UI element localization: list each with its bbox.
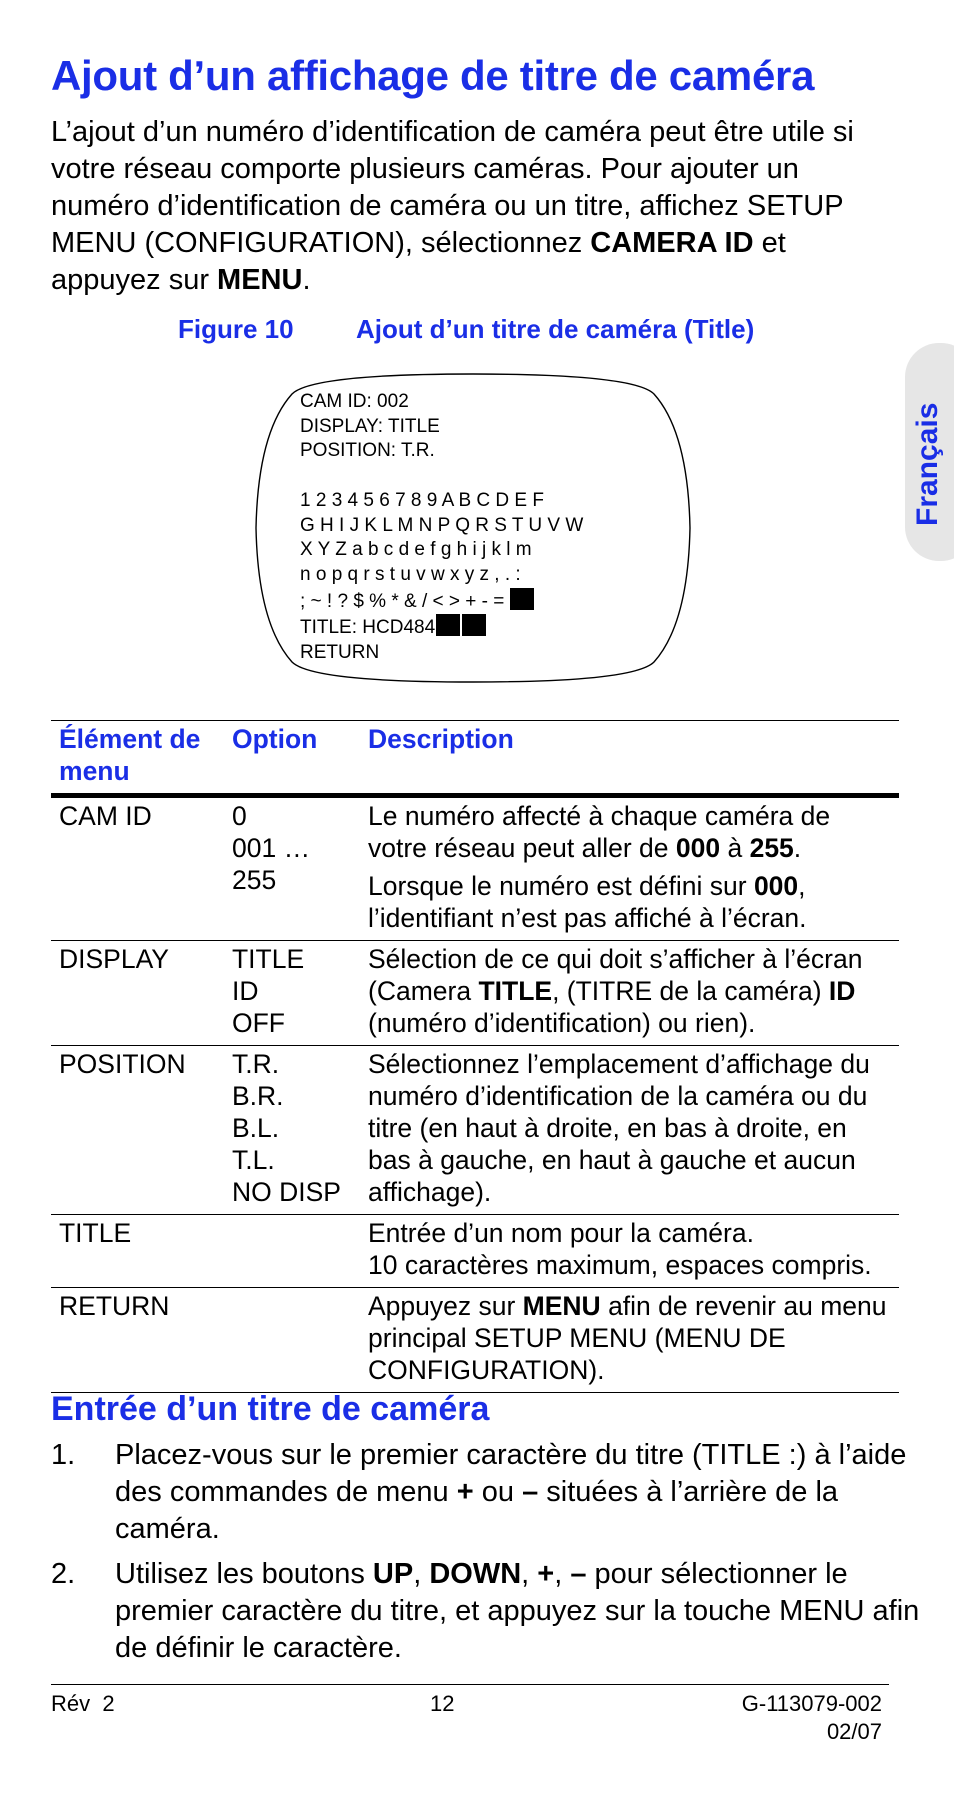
cell-description (360, 796, 899, 941)
intro-paragraph (51, 114, 881, 299)
osd-line: G H I J K L M N P Q R S T U V W (300, 514, 584, 536)
option-value: T.L. (232, 1145, 275, 1175)
menu-options-table (51, 720, 899, 1393)
step-text-part: , (521, 1558, 538, 1590)
table-header-row (51, 721, 899, 796)
footer-date: 02/07 (826, 1719, 882, 1744)
table-row (51, 941, 899, 1046)
table-row (51, 1215, 899, 1288)
osd-symbols-text: ; ~ ! ? $ % * & / < > + - = (300, 590, 505, 612)
footer-page-number: 12 (430, 1691, 455, 1716)
osd-line: n o p q r s t u v w x y z , . : (300, 563, 521, 585)
osd-line: X Y Z a b c d e f g h i j k l m (300, 539, 532, 561)
page-title: Ajout d’un affichage de titre de caméra (51, 52, 815, 99)
description-paragraph (368, 870, 891, 934)
step-text-part: , (413, 1558, 430, 1590)
osd-title-text: TITLE: HCD484 (300, 617, 436, 639)
cell-options (224, 1046, 360, 1215)
cell-item: POSITION (51, 1046, 224, 1215)
desc-text: Lorsque le numéro est défini sur (368, 871, 754, 901)
cell-options (224, 796, 360, 941)
table-row (51, 796, 899, 941)
desc-text: afin de revenir au menu principal SETUP MENU (MENU DE CONFIGURATION). (368, 1291, 887, 1385)
col-header-description: Description (360, 721, 899, 796)
option-value: OFF (232, 1008, 285, 1038)
desc-bold: 255 (749, 833, 794, 863)
osd-line-title (300, 614, 583, 641)
cell-item: RETURN (51, 1288, 224, 1393)
step-bold: DOWN (429, 1558, 522, 1590)
desc-bold: 000 (753, 871, 799, 901)
cursor-block (510, 588, 534, 610)
desc-bold: ID (828, 976, 856, 1006)
step-bold: – (570, 1558, 587, 1590)
step-minus-symbol: – (522, 1476, 539, 1508)
option-value: T.R. (232, 1049, 280, 1079)
step-text-part: ou (473, 1476, 523, 1508)
cell-options (224, 941, 360, 1046)
step-text-part: situées à l’arrière de la caméra. (115, 1476, 839, 1545)
desc-text: . (793, 833, 802, 863)
intro-bold-menu: MENU (217, 264, 303, 296)
language-tab-label: Français (911, 402, 944, 526)
option-value: NO DISP (232, 1177, 341, 1207)
intro-bold-camera-id: CAMERA ID (590, 227, 754, 259)
step-number: 2. (51, 1558, 76, 1590)
table-row (51, 1046, 899, 1215)
step-text (115, 1556, 935, 1667)
section-title: Entrée d’un titre de caméra (51, 1390, 490, 1428)
osd-line: CAM ID: 002 (300, 391, 409, 412)
option-value: 0 (232, 801, 247, 831)
desc-text: , l’identifiant n’est pas affiché à l’écran. (368, 871, 807, 933)
step-text-part: Utilisez les boutons (115, 1558, 373, 1590)
osd-line: DISPLAY: TITLE (300, 415, 440, 437)
desc-text: à (720, 833, 750, 863)
footer-divider (51, 1684, 889, 1685)
osd-line-symbols (300, 588, 583, 615)
option-value: 001 … (232, 833, 311, 863)
option-value: TITLE (232, 944, 305, 974)
step-text-part: Placez-vous sur le premier caractère du titre (TITLE :) à l’aide des commandes de menu (115, 1439, 907, 1508)
step-plus-symbol: + (456, 1476, 474, 1508)
step-text-part: , (554, 1558, 571, 1590)
table-row (51, 1288, 899, 1393)
option-value: B.L. (232, 1113, 280, 1143)
description-paragraph (368, 800, 891, 864)
step-bold: + (537, 1558, 555, 1590)
footer-revision: Rév 2 (51, 1691, 115, 1716)
step-text (115, 1437, 935, 1548)
desc-text: , (TITRE de la caméra) (552, 976, 829, 1006)
option-value: B.R. (232, 1081, 284, 1111)
figure-title: Ajout d’un titre de caméra (Title) (356, 314, 755, 344)
figure-number: Figure 10 (178, 314, 294, 344)
intro-text: L’ajout d’un numéro d’identification de caméra peut être utile si votre réseau comporte plusieurs caméras. Pour ajouter un numéro d’identification de caméra ou un titre, affichez SETUP MENU (CONFIGURATION), sélectionnez (51, 116, 854, 259)
step-number: 1. (51, 1439, 76, 1471)
cell-options (224, 1215, 360, 1288)
desc-text: (numéro d’identification) ou rien). (368, 1008, 756, 1038)
monitor-screen-illustration (252, 372, 694, 684)
cell-options (224, 1288, 360, 1393)
step-bold: UP (372, 1558, 414, 1590)
cell-item: TITLE (51, 1215, 224, 1288)
desc-line: 10 caractères maximum, espaces compris. (368, 1250, 872, 1280)
cell-item: DISPLAY (51, 941, 224, 1046)
col-header-item: Élément de menu (51, 721, 224, 796)
intro-mid: et appuyez sur (51, 227, 786, 296)
desc-text: Sélection de ce qui doit s’afficher à l’écran (Camera (368, 944, 863, 1006)
language-tab (905, 343, 954, 561)
desc-bold: TITLE (478, 976, 553, 1006)
col-header-option: Option (224, 721, 360, 796)
osd-menu (300, 390, 583, 666)
osd-line (300, 464, 583, 489)
cursor-block (436, 614, 460, 636)
osd-line: RETURN (300, 642, 380, 664)
desc-line: Entrée d’un nom pour la caméra. (368, 1218, 754, 1248)
desc-text: Appuyez sur (368, 1291, 523, 1321)
step-text-part: pour sélectionner le premier caractère du titre, et appuyez sur la touche MENU afin de définir le caractère. (115, 1558, 920, 1664)
footer-doc-id (742, 1690, 882, 1746)
cell-item: CAM ID (51, 796, 224, 941)
desc-text: Le numéro affecté à chaque caméra de votre réseau peut aller de (368, 801, 831, 863)
osd-line: POSITION: T.R. (300, 440, 435, 462)
cursor-block (462, 614, 486, 636)
desc-bold: MENU (522, 1291, 601, 1321)
cell-description (360, 941, 899, 1046)
desc-bold: 000 (675, 833, 721, 863)
intro-end: . (302, 264, 311, 296)
footer-doc-number: G-113079-002 (741, 1691, 882, 1716)
cell-description (360, 1215, 899, 1288)
osd-line: 1 2 3 4 5 6 7 8 9 A B C D E F (300, 489, 544, 511)
option-value: 255 (232, 865, 277, 895)
figure-caption (178, 314, 878, 345)
cell-description (360, 1288, 899, 1393)
option-value: ID (232, 976, 259, 1006)
cell-description: Sélectionnez l’emplacement d’affichage du numéro d’identification de la caméra ou du titre (en haut à droite, en bas à droite, en bas à gauche, en haut à gauche et aucun affichage). (360, 1046, 899, 1215)
